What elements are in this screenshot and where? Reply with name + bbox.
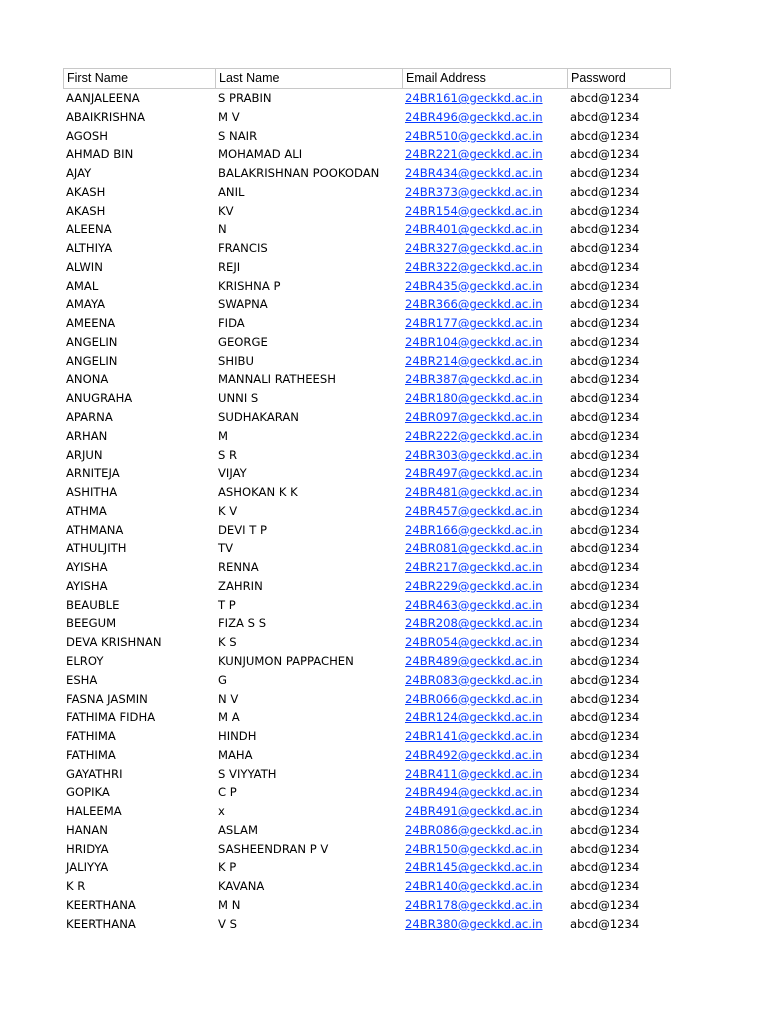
table-row [63,727,671,746]
last-name-cell: KUNJUMON PAPPACHEN [218,653,354,668]
table-body [63,89,671,933]
email-link[interactable]: 24BR145@geckkd.ac.in [405,860,543,875]
password-cell: abcd@1234 [570,353,640,368]
email-link[interactable]: 24BR496@geckkd.ac.in [405,109,543,124]
email-link[interactable]: 24BR086@geckkd.ac.in [405,822,543,837]
first-name-cell: AJAY [66,166,92,181]
email-link[interactable]: 24BR322@geckkd.ac.in [405,259,543,274]
email-link[interactable]: 24BR217@geckkd.ac.in [405,560,543,575]
password-cell: abcd@1234 [570,147,640,162]
first-name-cell: ARJUN [66,447,103,462]
last-name-cell: SUDHAKARAN [218,410,299,425]
email-link[interactable]: 24BR303@geckkd.ac.in [405,447,543,462]
first-name-cell: AHMAD BIN [66,147,134,162]
last-name-cell: S VIYYATH [218,766,277,781]
email-link[interactable]: 24BR180@geckkd.ac.in [405,391,543,406]
first-name-cell: KEERTHANA [66,916,136,931]
last-name-cell: ANIL [218,184,245,199]
table-row [63,577,671,596]
last-name-cell: RENNA [218,560,259,575]
first-name-cell: AYISHA [66,560,108,575]
last-name-cell: ZAHRIN [218,578,263,593]
email-link[interactable]: 24BR481@geckkd.ac.in [405,485,543,500]
password-cell: abcd@1234 [570,222,640,237]
student-credentials-table [63,68,671,933]
email-link[interactable]: 24BR434@geckkd.ac.in [405,166,543,181]
first-name-cell: AYISHA [66,578,108,593]
table-row [63,183,671,202]
last-name-cell: ASHOKAN K K [218,485,298,500]
password-cell: abcd@1234 [570,916,640,931]
table-row [63,483,671,502]
first-name-cell: FATHIMA FIDHA [66,710,156,725]
password-cell: abcd@1234 [570,447,640,462]
first-name-cell: AKASH [66,184,106,199]
password-cell: abcd@1234 [570,653,640,668]
first-name-cell: ANONA [66,372,109,387]
last-name-cell: S R [218,447,238,462]
last-name-cell: REJI [218,259,241,274]
first-name-cell: AGOSH [66,128,108,143]
email-link[interactable]: 24BR387@geckkd.ac.in [405,372,543,387]
table-row [63,145,671,164]
first-name-cell: ALWIN [66,259,103,274]
first-name-cell: AMEENA [66,316,116,331]
password-cell: abcd@1234 [570,541,640,556]
table-row [63,164,671,183]
last-name-cell: K V [218,503,238,518]
email-link[interactable]: 24BR492@geckkd.ac.in [405,747,543,762]
last-name-cell: ASLAM [218,822,258,837]
table-row [63,427,671,446]
first-name-cell: AMAYA [66,297,106,312]
table-row [63,446,671,465]
last-name-cell: M [218,428,229,443]
password-cell: abcd@1234 [570,710,640,725]
email-link[interactable]: 24BR124@geckkd.ac.in [405,710,543,725]
table-row [63,314,671,333]
password-cell: abcd@1234 [570,804,640,819]
first-name-cell: ALTHIYA [66,241,113,256]
password-cell: abcd@1234 [570,503,640,518]
first-name-cell: ESHA [66,672,98,687]
email-link[interactable]: 24BR510@geckkd.ac.in [405,128,543,143]
email-link[interactable]: 24BR166@geckkd.ac.in [405,522,543,537]
last-name-cell: S NAIR [218,128,258,143]
table-row [63,915,671,934]
password-cell: abcd@1234 [570,241,640,256]
table-row [63,896,671,915]
password-cell: abcd@1234 [570,522,640,537]
email-link[interactable]: 24BR373@geckkd.ac.in [405,184,543,199]
password-cell: abcd@1234 [570,166,640,181]
password-cell: abcd@1234 [570,410,640,425]
password-cell: abcd@1234 [570,822,640,837]
table-row [63,783,671,802]
password-cell: abcd@1234 [570,184,640,199]
table-row [63,89,671,108]
email-link[interactable]: 24BR221@geckkd.ac.in [405,147,543,162]
email-link[interactable]: 24BR380@geckkd.ac.in [405,916,543,931]
first-name-cell: HALEEMA [66,804,122,819]
last-name-cell: K P [218,860,237,875]
table-row [63,671,671,690]
password-cell: abcd@1234 [570,841,640,856]
table-row [63,333,671,352]
table-header-row [63,68,671,89]
table-row [63,633,671,652]
first-name-cell: JALIYYA [66,860,109,875]
first-name-cell: FATHIMA [66,747,116,762]
last-name-cell: G [218,672,227,687]
first-name-cell: HRIDYA [66,841,109,856]
password-cell: abcd@1234 [570,785,640,800]
header-email-address: Email Address [403,69,568,88]
password-cell: abcd@1234 [570,578,640,593]
password-cell: abcd@1234 [570,597,640,612]
password-cell: abcd@1234 [570,897,640,912]
last-name-cell: FIDA [218,316,245,331]
first-name-cell: AANJALEENA [66,91,140,105]
last-name-cell: KRISHNA P [218,278,281,293]
last-name-cell: M A [218,710,240,725]
first-name-cell: FATHIMA [66,729,116,744]
table-row [63,502,671,521]
table-row [63,295,671,314]
first-name-cell: GAYATHRI [66,766,123,781]
last-name-cell: SHIBU [218,353,254,368]
table-row [63,877,671,896]
first-name-cell: ANUGRAHA [66,391,133,406]
first-name-cell: ATHMA [66,503,107,518]
table-row [63,108,671,127]
email-link[interactable]: 24BR463@geckkd.ac.in [405,597,543,612]
last-name-cell: MAHA [218,747,253,762]
password-cell: abcd@1234 [570,259,640,274]
password-cell: abcd@1234 [570,729,640,744]
password-cell: abcd@1234 [570,485,640,500]
password-cell: abcd@1234 [570,128,640,143]
first-name-cell: ATHULJITH [66,541,127,556]
last-name-cell: C P [218,785,237,800]
password-cell: abcd@1234 [570,691,640,706]
password-cell: abcd@1234 [570,860,640,875]
table-row [63,389,671,408]
email-link[interactable]: 24BR104@geckkd.ac.in [405,334,543,349]
email-link[interactable]: 24BR229@geckkd.ac.in [405,578,543,593]
email-link[interactable]: 24BR489@geckkd.ac.in [405,653,543,668]
last-name-cell: x [218,804,225,819]
table-row [63,370,671,389]
table-row [63,239,671,258]
last-name-cell: SWAPNA [218,297,268,312]
first-name-cell: APARNA [66,410,113,425]
last-name-cell: KAVANA [218,879,265,894]
last-name-cell: GEORGE [218,334,268,349]
table-row [63,202,671,221]
table-row [63,746,671,765]
email-link[interactable]: 24BR457@geckkd.ac.in [405,503,543,518]
email-link[interactable]: 24BR054@geckkd.ac.in [405,635,543,650]
table-row [63,614,671,633]
first-name-cell: ELROY [66,653,104,668]
first-name-cell: K R [66,879,86,894]
email-link[interactable]: 24BR154@geckkd.ac.in [405,203,543,218]
last-name-cell: BALAKRISHNAN POOKODAN [218,166,380,181]
header-password: Password [571,71,626,85]
table-row [63,652,671,671]
table-row [63,840,671,859]
first-name-cell: HANAN [66,822,108,837]
last-name-cell: TV [218,541,234,556]
first-name-cell: FASNA JASMIN [66,691,148,706]
first-name-cell: ANGELIN [66,353,118,368]
table-row [63,802,671,821]
last-name-cell: UNNI S [218,391,259,406]
email-link[interactable]: 24BR066@geckkd.ac.in [405,691,543,706]
first-name-cell: ARNITEJA [66,466,120,481]
first-name-cell: ATHMANA [66,522,124,537]
table-row [63,690,671,709]
last-name-cell: V S [218,916,237,931]
table-row [63,521,671,540]
password-cell: abcd@1234 [570,391,640,406]
table-row [63,539,671,558]
email-link[interactable]: 24BR097@geckkd.ac.in [405,410,543,425]
last-name-cell: KV [218,203,234,218]
last-name-cell: VIJAY [218,466,247,481]
last-name-cell: M N [218,897,241,912]
last-name-cell: FIZA S S [218,616,267,631]
first-name-cell: DEVA KRISHNAN [66,635,162,650]
last-name-cell: DEVI T P [218,522,268,537]
password-cell: abcd@1234 [570,334,640,349]
last-name-cell: HINDH [218,729,257,744]
password-cell: abcd@1234 [570,109,640,124]
last-name-cell: T P [218,597,236,612]
table-row [63,220,671,239]
password-cell: abcd@1234 [570,466,640,481]
email-link[interactable]: 24BR435@geckkd.ac.in [405,278,543,293]
table-row [63,408,671,427]
password-cell: abcd@1234 [570,766,640,781]
password-cell: abcd@1234 [570,297,640,312]
first-name-cell: ANGELIN [66,334,118,349]
first-name-cell: KEERTHANA [66,897,136,912]
table-row [63,765,671,784]
password-cell: abcd@1234 [570,635,640,650]
last-name-cell: SASHEENDRAN P V [218,841,329,856]
table-row [63,277,671,296]
password-cell: abcd@1234 [570,372,640,387]
password-cell: abcd@1234 [570,616,640,631]
first-name-cell: AKASH [66,203,106,218]
email-link[interactable]: 24BR214@geckkd.ac.in [405,353,543,368]
password-cell: abcd@1234 [570,278,640,293]
first-name-cell: ABAIKRISHNA [66,109,145,124]
password-cell: abcd@1234 [570,747,640,762]
table-row [63,127,671,146]
header-last-name: Last Name [216,69,403,88]
last-name-cell: N V [218,691,239,706]
table-row [63,596,671,615]
first-name-cell: GOPIKA [66,785,110,800]
first-name-cell: ARHAN [66,428,108,443]
password-cell: abcd@1234 [570,203,640,218]
table-row [63,258,671,277]
email-link[interactable]: 24BR140@geckkd.ac.in [405,879,543,894]
email-link[interactable]: 24BR497@geckkd.ac.in [405,466,543,481]
table-row [63,558,671,577]
email-link[interactable]: 24BR178@geckkd.ac.in [405,897,543,912]
email-link[interactable]: 24BR401@geckkd.ac.in [405,222,543,237]
first-name-cell: BEAUBLE [66,597,120,612]
email-link[interactable]: 24BR208@geckkd.ac.in [405,616,543,631]
email-link[interactable]: 24BR222@geckkd.ac.in [405,428,543,443]
email-link[interactable]: 24BR491@geckkd.ac.in [405,804,543,819]
last-name-cell: N [218,222,227,237]
last-name-cell: K S [218,635,237,650]
password-cell: abcd@1234 [570,428,640,443]
last-name-cell: MANNALI RATHEESH [218,372,336,387]
email-link[interactable]: 24BR177@geckkd.ac.in [405,316,543,331]
table-row [63,821,671,840]
last-name-cell: M V [218,109,240,124]
header-first-name: First Name [64,69,216,88]
email-link[interactable]: 24BR141@geckkd.ac.in [405,729,543,744]
password-cell: abcd@1234 [570,672,640,687]
table-row [63,464,671,483]
first-name-cell: ASHITHA [66,485,118,500]
first-name-cell: ALEENA [66,222,112,237]
last-name-cell: MOHAMAD ALI [218,147,303,162]
first-name-cell: AMAL [66,278,99,293]
password-cell: abcd@1234 [570,879,640,894]
password-cell: abcd@1234 [570,316,640,331]
password-cell: abcd@1234 [570,91,640,105]
password-cell: abcd@1234 [570,560,640,575]
email-link[interactable]: 24BR081@geckkd.ac.in [405,541,543,556]
email-link[interactable]: 24BR150@geckkd.ac.in [405,841,543,856]
email-link[interactable]: 24BR366@geckkd.ac.in [405,297,543,312]
email-link[interactable]: 24BR161@geckkd.ac.in [405,91,543,105]
last-name-cell: FRANCIS [218,241,268,256]
table-row [63,858,671,877]
email-link[interactable]: 24BR083@geckkd.ac.in [405,672,543,687]
first-name-cell: BEEGUM [66,616,117,631]
last-name-cell: S PRABIN [218,91,272,105]
table-row [63,708,671,727]
email-link[interactable]: 24BR327@geckkd.ac.in [405,241,543,256]
email-link[interactable]: 24BR494@geckkd.ac.in [405,785,543,800]
table-row [63,352,671,371]
email-link[interactable]: 24BR411@geckkd.ac.in [405,766,543,781]
